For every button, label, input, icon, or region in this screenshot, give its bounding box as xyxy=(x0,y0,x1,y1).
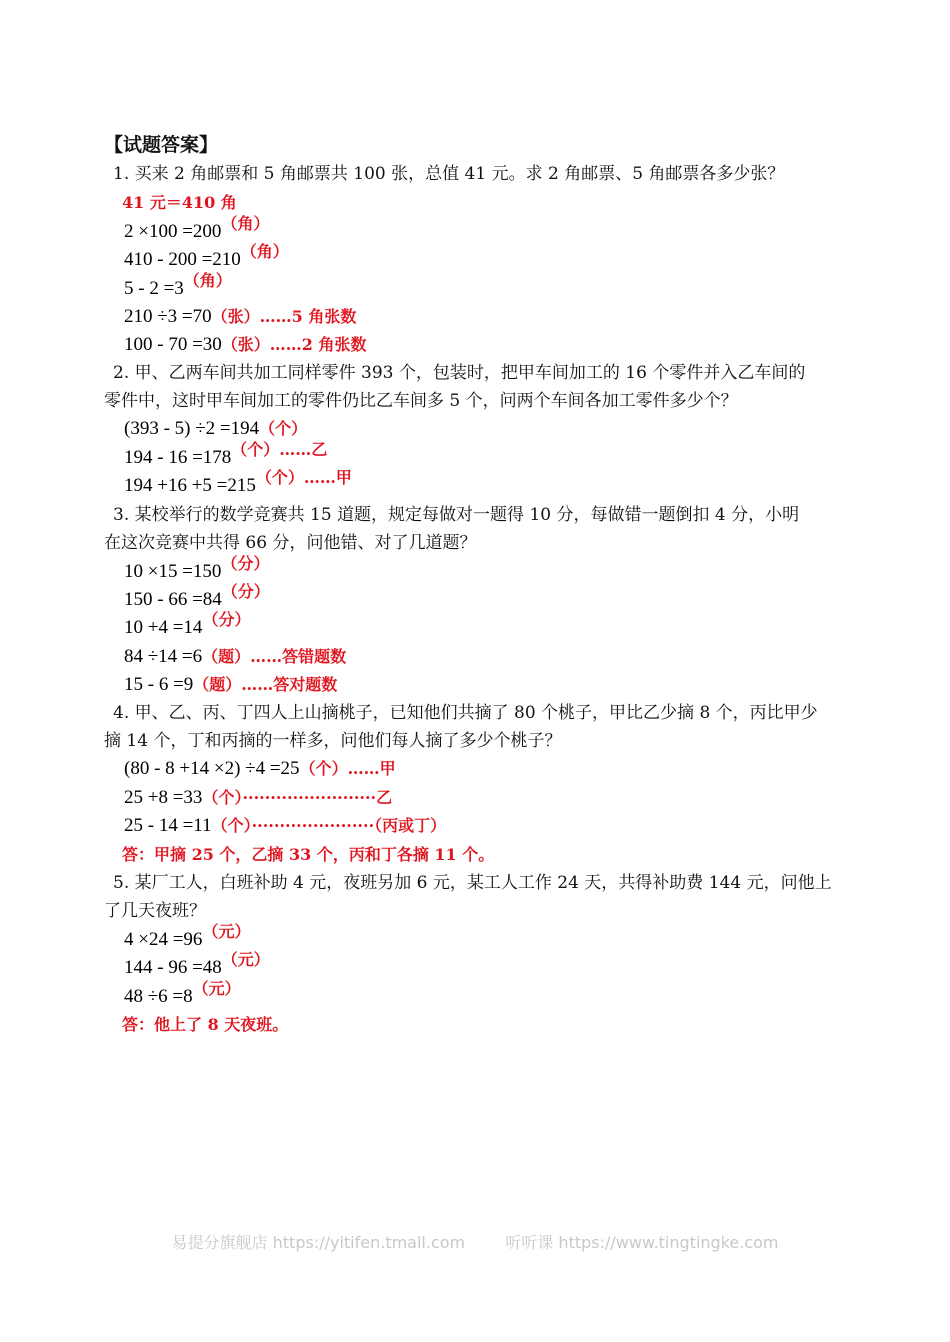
unit-note: （元） xyxy=(202,922,251,941)
problem-5-step xyxy=(124,950,270,980)
unit-note: （个）……甲 xyxy=(255,468,352,487)
equation: 100 - 70 =30 xyxy=(124,334,222,355)
footer-shop-1: 易提分旗舰店 xyxy=(171,1233,268,1252)
unit-note: （张）……2 角张数 xyxy=(221,335,367,354)
unit-note: （个） xyxy=(259,419,308,438)
problem-2-text: 2. 甲、乙两车间共加工同样零件 393 个，包装时，把甲车间加工的 16 个零件并入乙车间的 xyxy=(113,363,806,383)
footer-url-1[interactable]: https://yitifen.tmall.com xyxy=(272,1233,466,1252)
unit-note: （张）……5 角张数 xyxy=(211,307,357,326)
problem-2-step xyxy=(124,468,352,498)
problem-4-text: 摘 14 个，丁和丙摘的一样多，问他们每人摘了多少个桃子？ xyxy=(104,731,562,751)
problem-2-text: 零件中，这时甲车间加工的零件仍比乙车间多 5 个，问两个车间各加工零件多少个？ xyxy=(104,391,738,411)
equation: 410 - 200 =210 xyxy=(124,249,241,270)
unit-note: （个）……甲 xyxy=(299,759,396,778)
equation: (80 - 8 +14 ×2) ÷4 =25 xyxy=(124,758,300,779)
equation: 210 ÷3 =70 xyxy=(124,306,212,327)
equation: 10 +4 =14 xyxy=(124,617,203,638)
unit-note: （角） xyxy=(240,242,289,261)
problem-4-step xyxy=(124,757,396,781)
equation: 194 - 16 =178 xyxy=(124,447,232,468)
problem-2-step xyxy=(124,440,328,470)
unit-note: （元） xyxy=(192,979,241,998)
problem-1-step xyxy=(124,271,232,301)
problem-4-step xyxy=(124,814,446,838)
footer-watermark xyxy=(0,1230,950,1253)
problem-3-step xyxy=(124,610,251,640)
problem-5-text: 5. 某厂工人，白班补助 4 元，夜班另加 6 元，某工人工作 24 天，共得补助费 144 元，问他上 xyxy=(113,873,832,893)
equation: 10 ×15 =150 xyxy=(124,561,222,582)
unit-note: （角） xyxy=(183,271,232,290)
unit-note: （角） xyxy=(221,214,270,233)
unit-note: （题）……答对题数 xyxy=(193,675,338,694)
footer-shop-2: 听听课 xyxy=(505,1233,554,1252)
problem-3-step xyxy=(124,582,270,612)
equation: 194 +16 +5 =215 xyxy=(124,475,256,496)
problem-5-text: 了几天夜班？ xyxy=(104,901,206,921)
problem-3-step xyxy=(124,554,270,584)
problem-3-step xyxy=(124,645,346,669)
equation: 4 ×24 =96 xyxy=(124,929,203,950)
equation: 25 +8 =33 xyxy=(124,787,203,808)
unit-note: （题）……答错题数 xyxy=(202,647,347,666)
problem-1-conversion: 41 元＝410 角 xyxy=(122,193,237,212)
equation: 144 - 96 =48 xyxy=(124,957,222,978)
equation: (393 - 5) ÷2 =194 xyxy=(124,418,260,439)
problem-1-step xyxy=(124,305,356,329)
problem-3-text: 3. 某校举行的数学竞赛共 15 道题，规定每做对一题得 10 分，每做错一题倒扣 4 分，小明 xyxy=(113,505,800,525)
unit-note: （分） xyxy=(202,610,251,629)
problem-5-step xyxy=(124,922,251,952)
problem-3-step xyxy=(124,673,337,697)
unit-note: （元） xyxy=(221,950,270,969)
problem-1-text: 1. 买来 2 角邮票和 5 角邮票共 100 张，总值 41 元。求 2 角邮票、5 角邮票各多少张？ xyxy=(113,164,785,184)
unit-note: （个）……乙 xyxy=(231,440,328,459)
equation: 150 - 66 =84 xyxy=(124,589,222,610)
equation: 15 - 6 =9 xyxy=(124,674,194,695)
problem-5-answer: 答：他上了 8 天夜班。 xyxy=(122,1015,289,1034)
problem-3-text: 在这次竞赛中共得 66 分，问他错、对了几道题？ xyxy=(104,533,477,553)
problem-1-step xyxy=(124,242,289,272)
problem-2-step xyxy=(124,417,307,441)
unit-note: （个）······················（丙或丁） xyxy=(211,816,447,835)
problem-5-step xyxy=(124,979,241,1009)
equation: 2 ×100 =200 xyxy=(124,221,222,242)
footer-url-2[interactable]: https://www.tingtingke.com xyxy=(558,1233,779,1252)
equation: 25 - 14 =11 xyxy=(124,815,212,836)
equation: 48 ÷6 =8 xyxy=(124,986,193,1007)
problem-4-text: 4. 甲、乙、丙、丁四人上山摘桃子，已知他们共摘了 80 个桃子，甲比乙少摘 8 个，丙比甲少 xyxy=(113,703,818,723)
unit-note: （分） xyxy=(221,582,270,601)
problem-1-step xyxy=(124,333,367,357)
answer-heading: 【试题答案】 xyxy=(104,134,219,156)
unit-note: （个）························乙 xyxy=(202,788,393,807)
equation: 84 ÷14 =6 xyxy=(124,646,203,667)
equation: 5 - 2 =3 xyxy=(124,278,184,299)
problem-4-answer: 答：甲摘 25 个，乙摘 33 个，丙和丁各摘 11 个。 xyxy=(122,845,495,864)
problem-1-step xyxy=(124,214,270,244)
unit-note: （分） xyxy=(221,554,270,573)
problem-4-step xyxy=(124,786,392,810)
